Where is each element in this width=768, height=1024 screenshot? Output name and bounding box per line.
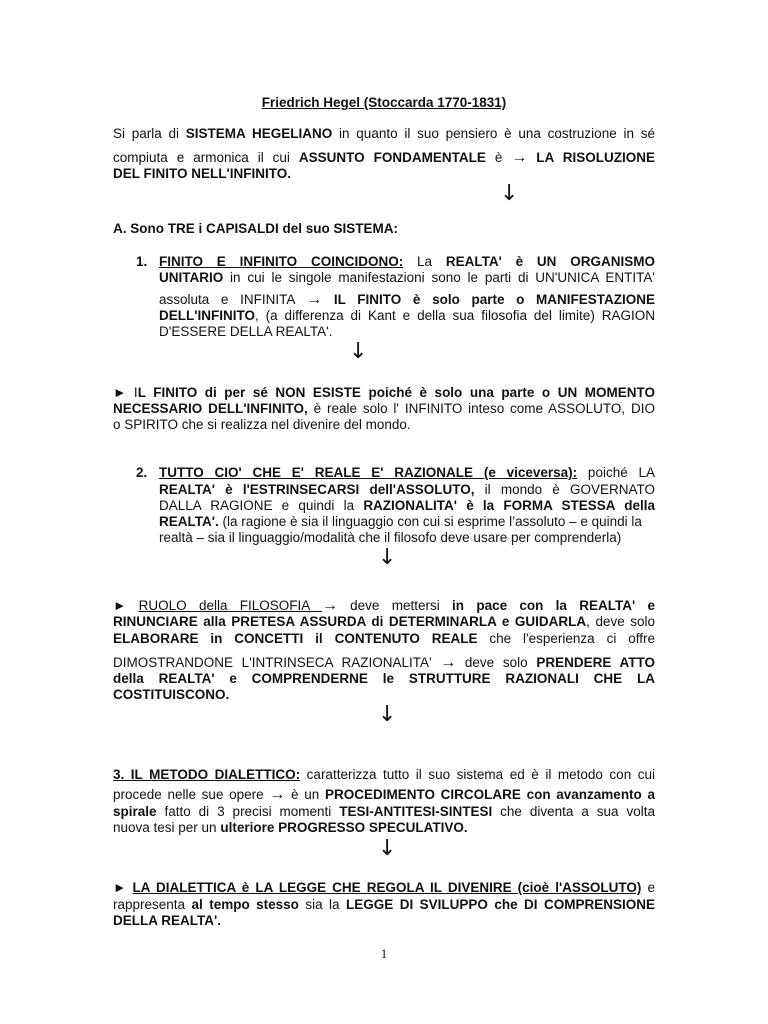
item-2-line-5: realtà – sia il linguaggio/modalità che il filosofo deve usare per comprenderla) bbox=[159, 530, 622, 545]
marker-icon: ► bbox=[113, 598, 127, 613]
note-1-line-3: o SPIRITO che si realizza nel divenire del mondo. bbox=[113, 417, 411, 432]
note-1-line-2: NECESSARIO DELL'INFINITO, è reale solo l' INFINITO inteso come ASSOLUTO, DIO bbox=[113, 401, 655, 416]
item-2-line-4: REALTA'. (la ragione è sia il linguaggio con cui si esprime l’assoluto – e quindi la bbox=[159, 514, 642, 529]
page-number: 1 bbox=[380, 946, 388, 961]
intro-line-1: Si parla di SISTEMA HEGELIANO in quanto il suo pensiero è una costruzione in sé bbox=[113, 126, 655, 141]
item-1-line-2: UNITARIO in cui le singole manifestazioni sono le parti di UN'UNICA ENTITA' bbox=[159, 270, 655, 285]
item-2-line-2: REALTA' è l'ESTRINSECARSI dell'ASSOLUTO, il mondo è GOVERNATO bbox=[159, 482, 655, 497]
item-1-line-5: D'ESSERE DELLA REALTA'. bbox=[159, 324, 333, 339]
marker-icon: ► bbox=[113, 880, 127, 895]
down-arrow-5: ↓ bbox=[378, 836, 397, 861]
marker-icon: ► bbox=[113, 385, 127, 400]
note-2-line-1: ► RUOLO della FILOSOFIA → deve mettersi in pace con la REALTA' e bbox=[113, 597, 655, 614]
page-title: Friedrich Hegel (Stoccarda 1770-1831) bbox=[261, 95, 507, 110]
down-arrow-1: ↓ bbox=[500, 181, 519, 206]
note-3-line-3: DELLA REALTA'. bbox=[113, 913, 221, 928]
item-1-line-1: FINITO E INFINITO COINCIDONO: La REALTA' è UN ORGANISMO bbox=[159, 254, 655, 269]
item-2-line-1: TUTTO CIO' CHE E' REALE E' RAZIONALE (e viceversa): poiché LA bbox=[159, 465, 656, 480]
down-arrow-2: ↓ bbox=[349, 339, 368, 364]
section-a-heading: A. Sono TRE i CAPISALDI del suo SISTEMA: bbox=[113, 221, 399, 236]
item-1-line-3: assoluta e INFINITA → IL FINITO è solo parte o MANIFESTAZIONE bbox=[159, 291, 656, 308]
note-1-line-1: ► IL FINITO di per sé NON ESISTE poiché è solo una parte o UN MOMENTO bbox=[113, 385, 655, 400]
intro-line-3: DEL FINITO NELL'INFINITO. bbox=[113, 166, 291, 181]
note-3-line-1: ► LA DIALETTICA è LA LEGGE CHE REGOLA IL DIVENIRE (cioè l'ASSOLUTO) e bbox=[113, 880, 655, 895]
item-2-line-3: DALLA RAGIONE e quindi la RAZIONALITA' è la FORMA STESSA della bbox=[159, 498, 656, 513]
item-1-line-4: DELL'INFINITO, (a differenza di Kant e della sua filosofia del limite) RAGION bbox=[159, 308, 655, 323]
item-1-number: 1. bbox=[136, 254, 148, 269]
down-arrow-4: ↓ bbox=[378, 702, 397, 727]
item-3-line-2: procede nelle sue opere → è un PROCEDIMENTO CIRCOLARE con avanzamento a bbox=[113, 786, 655, 803]
intro-line-2: compiuta e armonica il cui ASSUNTO FONDAMENTALE è → LA RISOLUZIONE bbox=[113, 149, 656, 166]
down-arrow-3: ↓ bbox=[378, 545, 397, 570]
note-2-line-2: RINUNCIARE alla PRETESA ASSURDA di DETERMINARLA e GUIDARLA, deve solo bbox=[113, 614, 656, 629]
note-3-line-2: rappresenta al tempo stesso sia la LEGGE DI SVILUPPO che DI COMPRENSIONE bbox=[113, 897, 655, 912]
item-3-line-3: spirale fatto di 3 precisi momenti TESI-ANTITESI-SINTESI che diventa a sua volta bbox=[113, 804, 655, 819]
note-2-line-4: DIMOSTRANDONE L'INTRINSECA RAZIONALITA' → deve solo PRENDERE ATTO bbox=[113, 654, 656, 671]
item-3-line-1: 3. IL METODO DIALETTICO: caratterizza tutto il suo sistema ed è il metodo con cui bbox=[113, 767, 655, 782]
item-3-line-4: nuova tesi per un ulteriore PROGRESSO SPECULATIVO. bbox=[113, 820, 468, 835]
note-2-line-6: COSTITUISCONO. bbox=[113, 687, 230, 702]
note-2-line-5: della REALTA' e COMPRENDERNE le STRUTTURE RAZIONALI CHE LA bbox=[113, 671, 655, 686]
note-2-line-3: ELABORARE in CONCETTI il CONTENUTO REALE che l'esperienza ci offre bbox=[113, 631, 655, 646]
item-2-number: 2. bbox=[136, 465, 148, 480]
